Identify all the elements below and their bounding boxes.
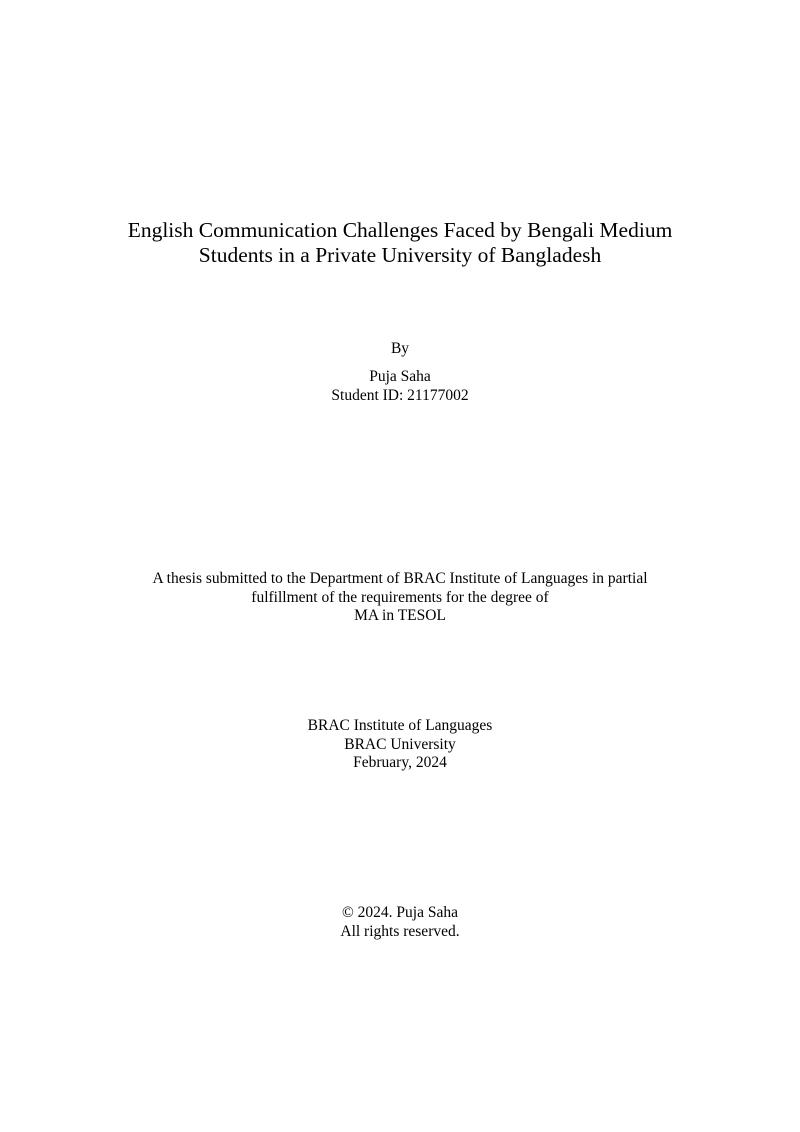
submission-statement <box>0 570 800 626</box>
by-label: By <box>390 340 410 357</box>
by-label-block <box>0 340 800 359</box>
rights-reserved: All rights reserved. <box>340 922 460 940</box>
institute-name: BRAC Institute of Languages <box>307 717 493 734</box>
degree-name: MA in TESOL <box>354 607 446 624</box>
author-name: Puja Saha <box>369 368 431 385</box>
thesis-title-line-1: English Communication Challenges Faced by Bengali Medium <box>127 218 673 242</box>
submission-line-2: fulfillment of the requirements for the degree of <box>251 588 549 606</box>
author-block <box>0 368 800 405</box>
copyright-block <box>0 904 800 941</box>
thesis-title-line-2: Students in a Private University of Bangladesh <box>198 243 602 267</box>
submission-line-1: A thesis submitted to the Department of BRAC Institute of Languages in partial <box>152 570 648 587</box>
copyright-notice: © 2024. Puja Saha <box>342 904 458 921</box>
student-id: Student ID: 21177002 <box>331 386 469 404</box>
thesis-title <box>0 218 800 268</box>
university-name: BRAC University <box>344 735 456 753</box>
submission-date: February, 2024 <box>353 754 447 771</box>
institution-block <box>0 717 800 773</box>
